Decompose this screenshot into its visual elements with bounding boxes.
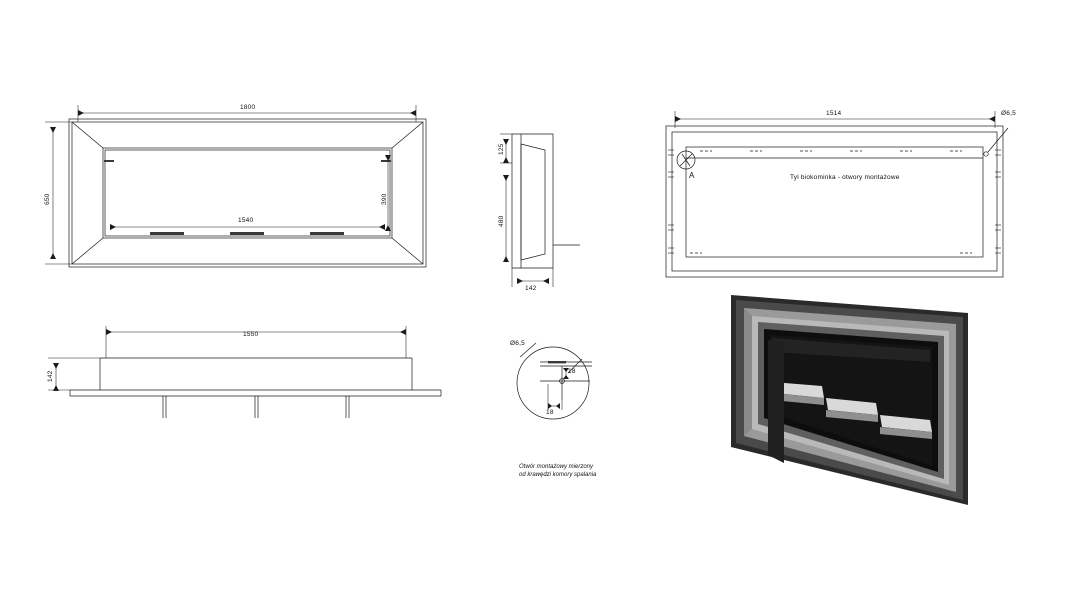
side-view-geometry: [512, 134, 580, 268]
detail-a-geometry: [517, 343, 592, 419]
bracket-view-geometry: [70, 358, 441, 418]
back-view-note: Tyl biokominka - otwory montażowe: [790, 174, 900, 181]
detail-a-dimension-lines: [548, 368, 569, 410]
side-bottom-depth-dim: 142: [525, 285, 537, 292]
detail-a-horizontal-dim: 18: [546, 409, 554, 416]
detail-a-note-line1: Otwór montażowy mierzony: [519, 464, 594, 470]
back-hole-dia-dim: Ø6,5: [1001, 110, 1016, 117]
bracket-width-dim: 1550: [243, 331, 259, 338]
detail-a-hole-dia-dim: Ø6,5: [510, 340, 525, 347]
front-inner-width-dim: 1540: [238, 217, 254, 224]
detail-a-callout-label: A: [689, 171, 695, 180]
product-3d-render-geometry: [731, 295, 968, 505]
detail-a-vertical-dim: 18: [568, 368, 576, 375]
front-height-dim: 650: [44, 193, 51, 205]
front-width-dim: 1800: [240, 104, 256, 111]
side-top-depth-dim: 125: [498, 143, 505, 155]
front-inner-height-dim: 390: [381, 193, 388, 205]
side-height-dim: 480: [498, 215, 505, 227]
back-width-dim: 1514: [826, 110, 842, 117]
bracket-view-dimension-lines: [48, 326, 406, 391]
front-view-geometry: [69, 119, 426, 267]
back-view-geometry: [666, 126, 1008, 277]
bracket-height-dim: 142: [47, 370, 54, 382]
detail-a-note-line2: od krawędzi komory spalania: [519, 472, 597, 478]
